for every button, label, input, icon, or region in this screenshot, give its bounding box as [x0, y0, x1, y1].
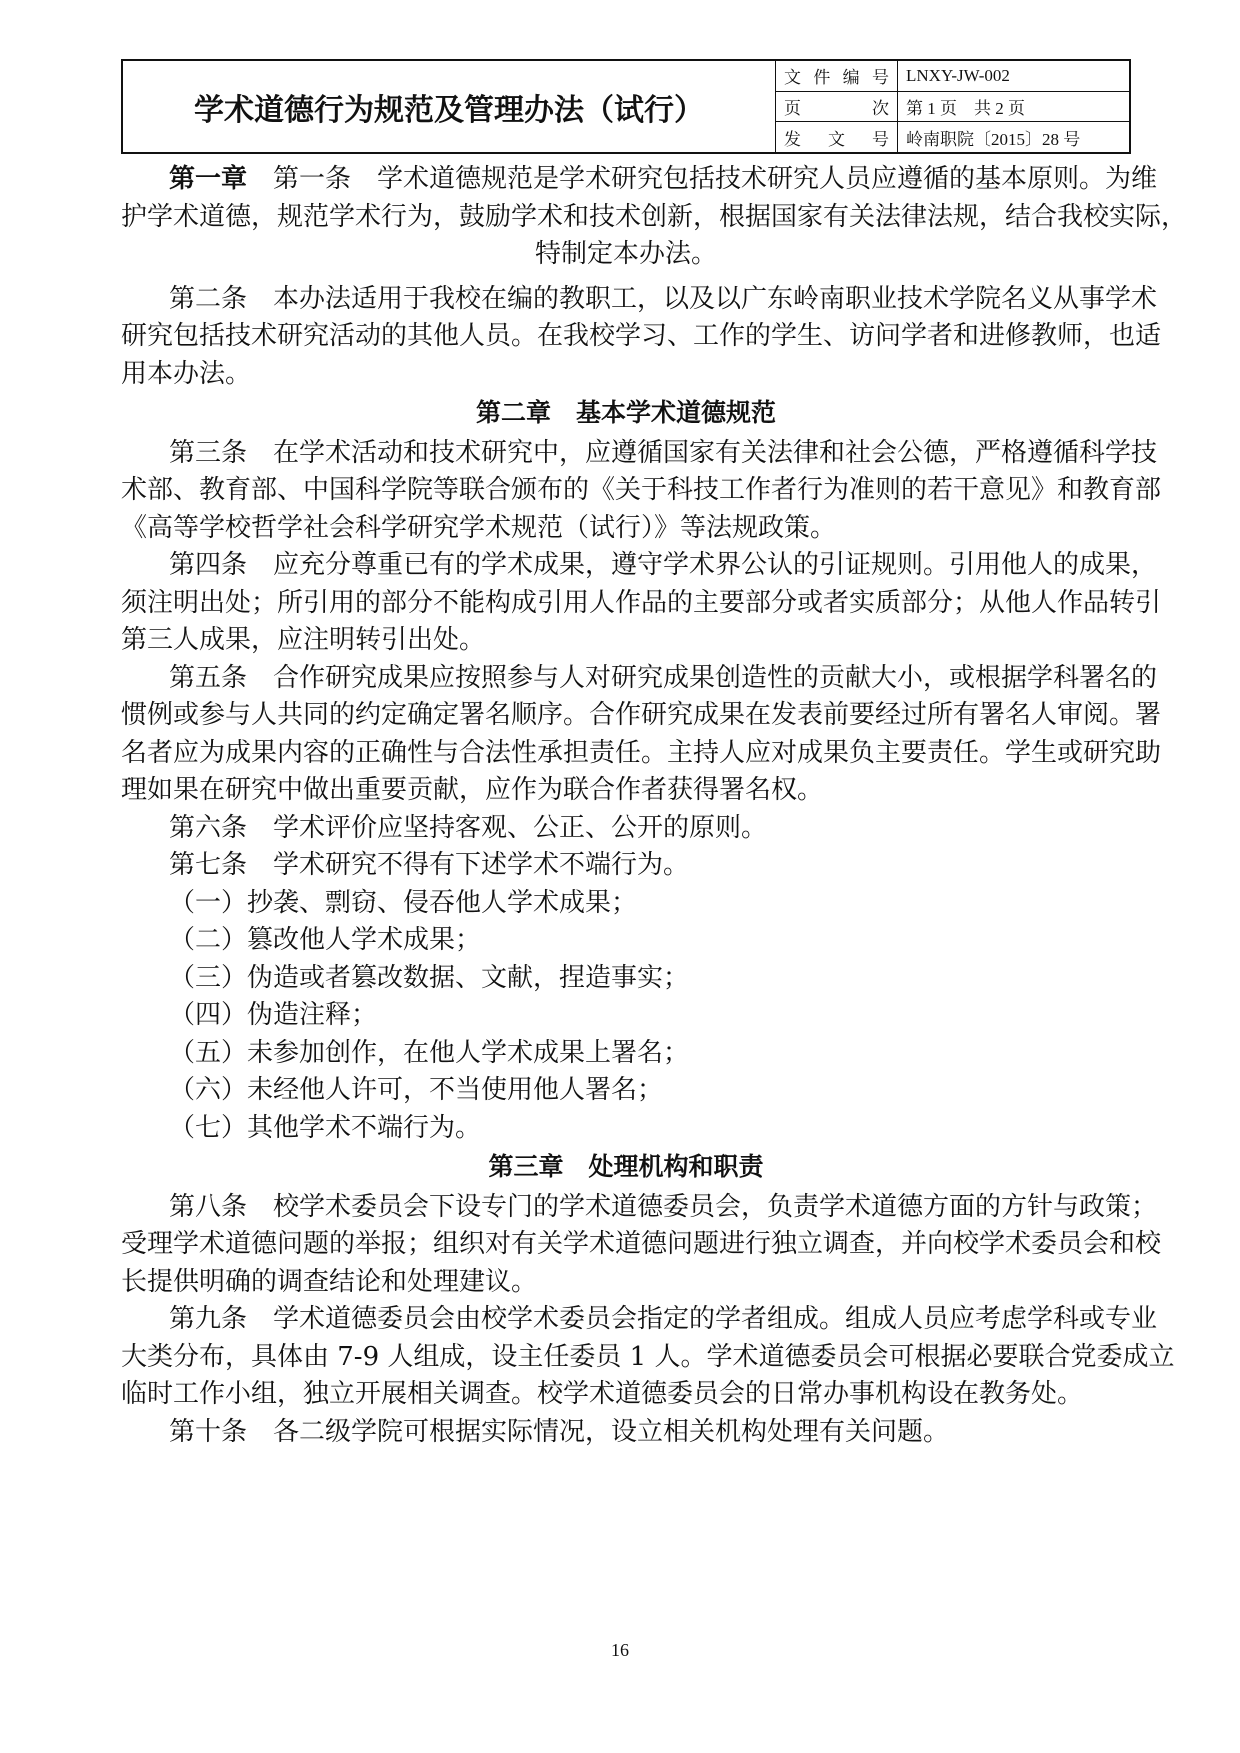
article-paragraph [121, 435, 1162, 548]
article-paragraph [121, 1035, 1131, 1073]
text-line: 名者应为成果内容的正确性与合法性承担责任。主持人应对成果负主要责任。学生或研究助 [121, 737, 1162, 768]
meta-value: LNXY-JW-002 [906, 65, 1010, 85]
text-line: 须注明出处；所引用的部分不能构成引用人作品的主要部分或者实质部分；从他人作品转引 [121, 587, 1162, 618]
text-line: 第四条 应充分尊重已有的学术成果，遵守学术界公认的引证规则。引用他人的成果， [169, 550, 1158, 580]
text-line: （六）未经他人许可，不当使用他人署名； [169, 1075, 664, 1105]
meta-row-doc-number [776, 122, 1129, 152]
article-paragraph [121, 810, 1131, 848]
text-line: （三）伪造或者篡改数据、文献，捏造事实； [169, 962, 690, 993]
text-line: 受理学术道德问题的举报；组织对有关学术道德问题进行独立调查，并向校学术委员会和校 [121, 1229, 1162, 1259]
chapter-heading: 第二章 基本学术道德规范 [475, 398, 776, 427]
text-line-content: 第一条 学术道德规范是学术研究包括技术研究人员应遵循的基本原则。为维 [247, 164, 1158, 194]
text-line: 理如果在研究中做出重要贡献，应作为联合作者获得署名权。 [121, 775, 824, 805]
text-line: 第八条 校学术委员会下设专门的学术道德委员会，负责学术道德方面的方针与政策； [169, 1191, 1158, 1222]
chapter-heading: 第三章 处理机构和职责 [488, 1152, 764, 1181]
page-number: 16 [611, 1640, 629, 1660]
text-line: 《高等学校哲学社会科学研究学术规范（试行）》等法规政策。 [121, 512, 837, 543]
meta-row-file-number [776, 61, 1129, 92]
text-line: 长提供明确的调查结论和处理建议。 [121, 1266, 538, 1297]
text-line: 惯例或参与人共同的约定确定署名顺序。合作研究成果在发表前要经过所有署名人审阅。署 [121, 700, 1162, 730]
text-line [121, 161, 1158, 199]
text-line: （四）伪造注释； [169, 1000, 378, 1030]
document-header-table [121, 59, 1131, 154]
text-line: 研究包括技术研究活动的其他人员。在我校学习、工作的学生、访问学者和进修教师，也适 [121, 321, 1162, 351]
text-line: 第十条 各二级学院可根据实际情况，设立相关机构处理有关问题。 [169, 1416, 950, 1447]
article-paragraph [121, 281, 1162, 394]
text-line: 第六条 学术评价应坚持客观、公正、公开的原则。 [169, 812, 768, 843]
article-paragraph [121, 885, 1131, 923]
meta-value: 第 1 页 共 2 页 [906, 99, 1025, 118]
article-paragraph [121, 960, 1131, 998]
article-paragraph [121, 660, 1162, 810]
text-line: 第九条 学术道德委员会由校学术委员会指定的学者组成。组成人员应考虑学科或专业 [169, 1304, 1158, 1334]
article-paragraph [121, 1301, 1175, 1414]
text-line: 第五条 合作研究成果应按照参与人对研究成果创造性的贡献大小，或根据学科署名的 [169, 662, 1158, 693]
article-paragraph [121, 847, 1131, 885]
text-line: 特制定本办法。 [534, 239, 717, 269]
article-paragraph [121, 161, 1188, 274]
article-paragraph [121, 922, 1131, 960]
text-line: 术部、教育部、中国科学院等联合颁布的《关于科技工作者行为准则的若干意见》和教育部 [121, 475, 1162, 505]
text-line: 第三条 在学术活动和技术研究中，应遵循国家有关法律和社会公德，严格遵循科学技 [169, 437, 1158, 468]
text-line: 临时工作小组，独立开展相关调查。校学术道德委员会的日常办事机构设在教务处。 [121, 1379, 1084, 1409]
text-line: （五）未参加创作，在他人学术成果上署名； [169, 1037, 690, 1068]
document-title: 学术道德行为规范及管理办法（试行） [123, 61, 776, 152]
article-paragraph [121, 547, 1162, 660]
article-paragraph [121, 1110, 1131, 1148]
meta-value: 岭南职院〔2015〕28 号 [906, 129, 1081, 149]
article-paragraph [121, 1072, 1131, 1110]
article-paragraph [121, 997, 1131, 1035]
chapter-label: 第一章 [169, 164, 248, 194]
text-line: 第二条 本办法适用于我校在编的教职工，以及以广东岭南职业技术学院名义从事学术 [169, 283, 1158, 314]
text-line: 护学术道德，规范学术行为，鼓励学术和技术创新，根据国家有关法律法规，结合我校实际， [121, 201, 1188, 232]
text-line: （二）篡改他人学术成果； [169, 925, 482, 955]
article-paragraph [121, 1189, 1162, 1302]
text-line: （七）其他学术不端行为。 [169, 1112, 482, 1143]
document-meta-table [776, 61, 1129, 152]
article-paragraph [121, 1414, 1131, 1452]
meta-label: 发文号 [784, 129, 889, 150]
document-body [121, 161, 1188, 1451]
text-line: 第三人成果，应注明转引出处。 [121, 625, 486, 655]
text-line: 大类分布，具体由 7-9 人组成，设主任委员 1 人。学术道德委员会可根据必要联合党委成立 [121, 1341, 1175, 1372]
meta-row-page [776, 92, 1129, 123]
text-line: 第七条 学术研究不得有下述学术不端行为。 [169, 850, 690, 880]
meta-label: 页次 [784, 99, 889, 119]
text-line: 用本办法。 [121, 358, 252, 389]
meta-label: 文件编号 [784, 68, 889, 89]
text-line: （一）抄袭、剽窃、侵吞他人学术成果； [169, 887, 638, 918]
